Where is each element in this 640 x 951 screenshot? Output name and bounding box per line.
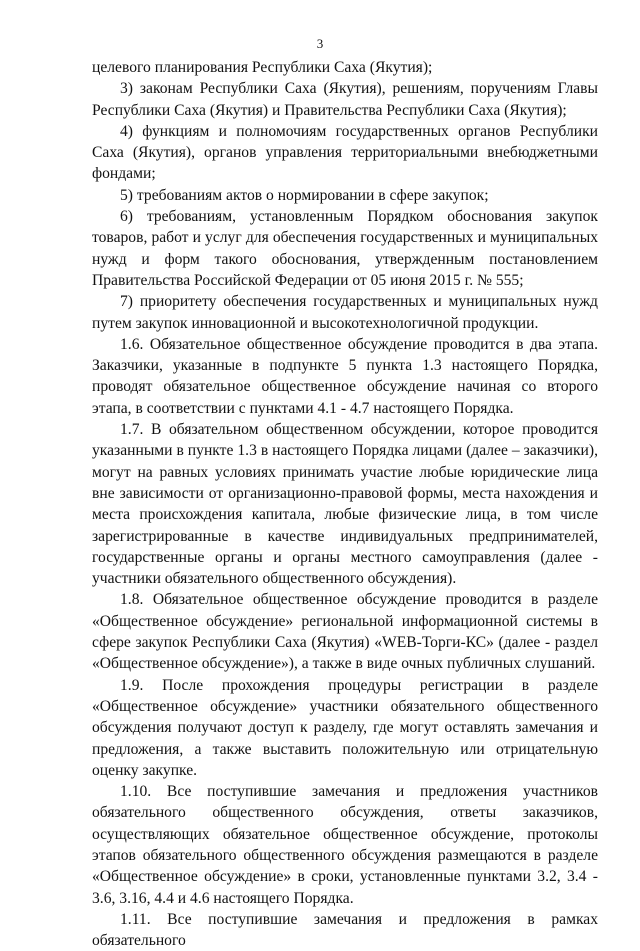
- document-body: [92, 57, 598, 951]
- list-item-7: 7) приоритету обеспечения государственных и муниципальных нужд путем закупок инновационной и высокотехнологичной продукции.: [92, 293, 598, 332]
- clause-1-11: 1.11. Все поступившие замечания и предложения в рамках обязательного: [92, 910, 598, 950]
- clause-1-9: 1.9. После прохождения процедуры регистрации в разделе «Общественное обсуждение» участники обязательного общественного обсуждения получают доступ к разделу, где могут оставлять замечания и предложения, а также выставить положительную или отрицательную оценку закупке.: [92, 676, 598, 779]
- paragraph-continuation: целевого планирования Республики Саха (Якутия);: [92, 59, 433, 76]
- clause-1-7: 1.7. В обязательном общественном обсуждении, которое проводится указанными в пункте 1.3 в настоящего Порядка лицами (далее – заказчики), могут на равных условиях принимать участие любые юридические лица вне зависимости от организационно-правовой формы, места нахождения и места происхождения капитала, любые физические лица, в том числе зарегистрированные в качестве индивидуальных предпринимателей, государственные органы и органы местного самоуправления (далее - участники обязательного общественного обсуждения).: [92, 421, 598, 588]
- clause-1-6: 1.6. Обязательное общественное обсуждение проводится в два этапа. Заказчики, указанные в подпункте 5 пункта 1.3 настоящего Порядка, проводят обязательное общественное обсуждение начиная со второго этапа, в соответствии с пунктами 4.1 - 4.7 настоящего Порядка.: [92, 335, 598, 417]
- clause-1-10: 1.10. Все поступившие замечания и предложения участников обязательного общественного обсуждения, ответы заказчиков, осуществляющих обязательное общественное обсуждение, протоколы этапов обязательного общественного обсуждения размещаются в разделе «Общественное обсуждение» в сроки, установленные пунктами 3.2, 3.4 - 3.6, 3.16, 4.4 и 4.6 настоящего Порядка.: [92, 783, 598, 907]
- list-item-4: 4) функциям и полномочиям государственных органов Республики Саха (Якутия), органов управления территориальными внебюджетными фондами;: [92, 122, 598, 183]
- clause-1-8: 1.8. Обязательное общественное обсуждение проводится в разделе «Общественное обсуждение» региональной информационной системы в сфере закупок Республики Саха (Якутия) «WEB-Торги-КС» (далее - раздел «Общественное обсуждение»), а также в виде очных публичных слушаний.: [92, 591, 598, 673]
- page-number: 3: [316, 36, 324, 51]
- list-item-3: 3) законам Республики Саха (Якутия), решениям, поручениям Главы Республики Саха (Якутия) и Правительства Республики Саха (Якутия);: [92, 80, 598, 119]
- list-item-5: 5) требованиям актов о нормировании в сфере закупок;: [120, 186, 489, 204]
- list-item-6: 6) требованиям, установленным Порядком обоснования закупок товаров, работ и услуг для обеспечения государственных и муниципальных нужд и форм такого обоснования, утвержденным постановлением Правительства Российской Федерации от 05 июня 2015 г. № 555;: [92, 208, 598, 289]
